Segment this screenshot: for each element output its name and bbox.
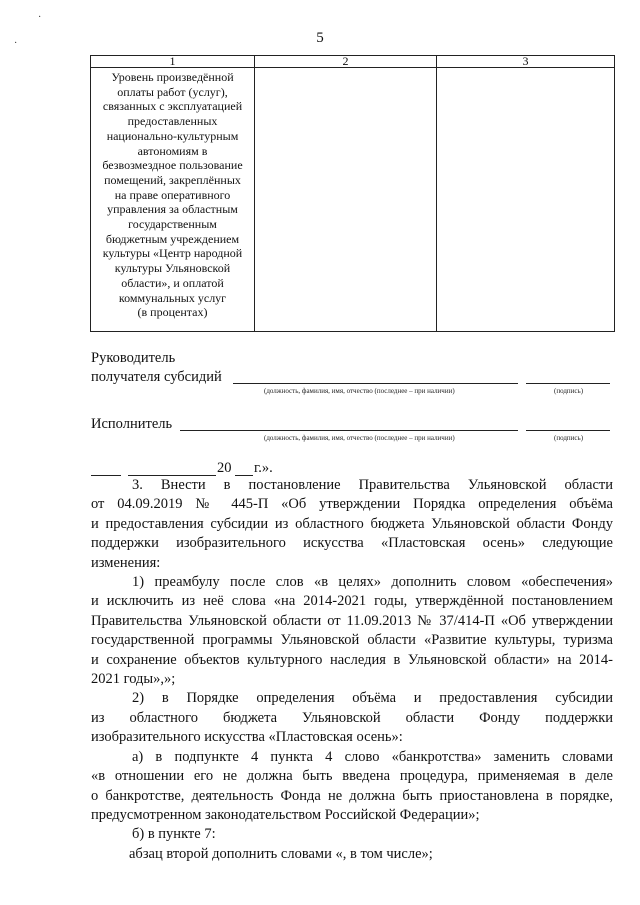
date-year: 20 (217, 460, 232, 476)
head-caption-name: (должность, фамилия, имя, отчество (последнее – при наличии) (264, 387, 455, 395)
indicator-line: управления за областным (107, 202, 238, 217)
date-suffix: г.». (254, 460, 273, 476)
body-section (91, 476, 613, 864)
head-sign-line (526, 383, 610, 384)
table-header-cell: 2 (255, 56, 437, 68)
paragraph-3 (91, 476, 613, 573)
indicator-line: безвозмездное пользование (102, 158, 243, 173)
table-cell-indicator (91, 68, 255, 332)
page-number: 5 (316, 30, 324, 46)
margin-mark: · (38, 12, 42, 23)
text-line: «в отношении его не должна быть введена процедура, применяемая в деле (91, 768, 613, 785)
table-header-cell: 1 (91, 56, 255, 68)
indicator-line: государственным (128, 217, 217, 232)
item-1 (91, 573, 613, 689)
indicator-line: коммунальных услуг (118, 290, 227, 305)
executor-name-line (180, 430, 518, 431)
table-row (91, 68, 615, 332)
item-2 (91, 689, 613, 747)
head-caption-sign: (подпись) (554, 387, 584, 395)
indicator-line: на праве оперативного (114, 187, 231, 202)
executor-label: Исполнитель (91, 416, 173, 432)
indicator-line: помещений, закреплённых (104, 172, 241, 187)
text-line: и исключить из неё слова «на 2014-2021 годы, утверждённой постановлением (91, 593, 613, 610)
text-line: а) в подпункте 4 пункта 4 слово «банкротства» заменить словами (132, 748, 613, 765)
subitem-a (91, 748, 613, 826)
indicator-line: оплаты работ (услуг), (117, 84, 228, 99)
text-line: предусмотренном законодательством Российской Федерации»; (91, 806, 480, 823)
text-line: из областного бюджета Ульяновской области Фонду поддержки (91, 709, 613, 726)
indicator-line: бюджетным учреждением (105, 231, 240, 246)
text-line: о банкротстве, деятельность Фонда не должна быть приостановлена в порядке, (91, 787, 613, 804)
subitem-b-text: абзац второй дополнить словами «, в том числе»; (129, 845, 433, 862)
text-line: 3. Внести в постановление Правительства Ульяновской области (132, 477, 613, 493)
text-line: Правительства Ульяновской области от 11.09.2013 № 37/414-П «Об утверждении (91, 612, 613, 629)
head-name-line (233, 383, 518, 384)
indicator-line: области», и оплатой (121, 275, 224, 290)
subitem-b: б) в пункте 7: (132, 826, 216, 843)
indicator-line: связанных с эксплуатацией (102, 99, 243, 114)
text-line: и предоставления субсидии из областного бюджета Ульяновской области Фонду (91, 515, 613, 532)
executor-caption-name: (должность, фамилия, имя, отчество (последнее – при наличии) (264, 434, 455, 442)
text-line: и сохранение объектов культурного наследия в Ульяновской области» на 2014- (91, 651, 613, 668)
text-line: 2) в Порядке определения объёма и предоставления субсидии (132, 690, 613, 707)
indicator-line: культуры «Центр народной (102, 246, 243, 261)
text-line: 2021 годы»,»; (91, 671, 176, 688)
indicator-line: культуры Ульяновской (114, 261, 231, 276)
indicator-line: (в процентах) (137, 305, 208, 320)
margin-mark: · (14, 38, 18, 49)
indicator-line: предоставленных (127, 114, 218, 129)
head-label: Руководитель (91, 350, 176, 366)
executor-sign-line (526, 430, 610, 431)
data-table (90, 55, 615, 332)
text-line: государственной программы Ульяновской области «Развитие культуры, туризма (91, 632, 613, 649)
text-line: изменения: (91, 554, 161, 571)
indicator-line: национально-культурным (106, 128, 239, 143)
head-label: получателя субсидий (91, 369, 222, 385)
table-cell-value (255, 68, 437, 332)
indicator-line: автономиям в (137, 143, 208, 158)
text-line: от 04.09.2019 № 445-П «Об утверждении Порядка определения объёма (91, 496, 613, 513)
indicator-text (91, 68, 254, 320)
text-line: изобразительного искусства «Пластовская осень»: (91, 729, 403, 746)
text-line: 1) преамбулу после слов «в целях» дополнить словом «обеспечения» (132, 574, 613, 591)
text-line: поддержки изобразительного искусства «Пластовская осень» следующие (91, 535, 613, 552)
table-header-cell: 3 (437, 56, 615, 68)
indicator-line: Уровень произведённой (111, 70, 234, 84)
table-cell-value (437, 68, 615, 332)
executor-caption-sign: (подпись) (554, 434, 584, 442)
